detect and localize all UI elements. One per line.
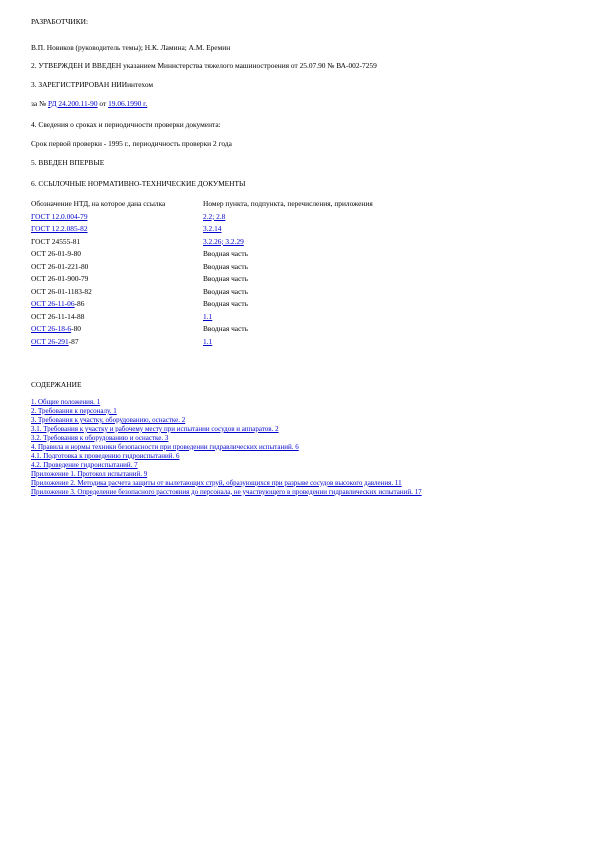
reference-document-cell — [31, 337, 203, 350]
references-table — [31, 199, 433, 349]
developers-list: В.П. Новиков (руководитель темы); Н.К. Ламина; А.М. Еремин — [31, 43, 231, 52]
registration-number-link[interactable]: РД 24.200.11-90 — [47, 99, 98, 108]
reference-clause-link[interactable]: 3.2.26; 3.2.29 — [203, 236, 244, 246]
table-row — [31, 324, 433, 337]
table-row — [31, 212, 433, 225]
toc-link[interactable]: 2. Требования к персоналу. 1 — [31, 406, 117, 415]
reference-clause-link[interactable]: 1.1 — [203, 336, 213, 346]
reference-document-link[interactable]: ОСТ 26-11-06 — [31, 299, 75, 308]
toc-link[interactable]: 4.2. Проведение гидроиспытаний. 7 — [31, 460, 138, 469]
toc-link[interactable]: Приложение 1. Протокол испытаний. 9 — [31, 469, 148, 478]
reference-clause-cell — [203, 212, 433, 225]
header-document: Обозначение НТД, на которое дана ссылка — [31, 199, 166, 208]
header-reference: Номер пункта, подпункта, перечисления, приложения — [203, 199, 373, 208]
toc-link[interactable]: 4.1. Подготовка к проведению гидроиспытаний. 6 — [31, 451, 180, 460]
table-row — [31, 299, 433, 312]
reference-document-suffix: -86 — [74, 299, 85, 308]
table-row — [31, 237, 433, 250]
table-row — [31, 224, 433, 237]
reference-document-text: ОСТ 26-01-221-80 — [31, 261, 89, 271]
toc-link[interactable]: Приложение 2. Методика расчета защиты от вылетающих струй, образующихся при разрыве сосудов высокого давления. 11 — [31, 478, 402, 487]
reference-document-suffix: -87 — [68, 336, 79, 346]
reference-clause-cell — [203, 299, 433, 312]
reference-document-cell — [31, 299, 203, 312]
reference-document-cell — [31, 274, 203, 287]
reference-clause-text: Вводная часть — [203, 324, 248, 333]
reference-clause-cell — [203, 312, 433, 325]
reference-clause-link[interactable]: 2.2; 2.8 — [203, 211, 226, 221]
reference-clause-cell — [203, 224, 433, 237]
references-heading: 6. ССЫЛОЧНЫЕ НОРМАТИВНО-ТЕХНИЧЕСКИЕ ДОКУМЕНТЫ — [31, 179, 246, 188]
references-table-header — [31, 199, 433, 212]
reference-clause-cell — [203, 274, 433, 287]
reference-document-link[interactable]: ОСТ 26-18-6 — [31, 324, 72, 333]
reference-document-cell — [31, 224, 203, 237]
reference-clause-text: Вводная часть — [203, 249, 248, 258]
reference-clause-text: Вводная часть — [203, 286, 248, 296]
reference-document-link[interactable]: ГОСТ 12.0.004-79 — [31, 211, 88, 221]
reference-clause-cell — [203, 324, 433, 337]
reference-clause-link[interactable]: 1.1 — [203, 311, 213, 321]
registration-prefix: за № — [31, 99, 48, 108]
reference-document-cell — [31, 287, 203, 300]
toc-link[interactable]: 3.1. Требования к участку и рабочему месту при испытании сосудов и аппаратов. 2 — [31, 424, 279, 433]
check-info-heading: 4. Сведения о сроках и периодичности проверки документа: — [31, 120, 221, 129]
reference-document-cell — [31, 212, 203, 225]
toc-link[interactable]: Приложение 3. Определение безопасного расстояния до персонала, не участвующего в проведении гидравлических испытаний. 17 — [31, 487, 422, 496]
registration-middle: от — [97, 99, 109, 108]
reference-document-text: ОСТ 26-01-1183-82 — [31, 286, 92, 296]
reference-document-text: ОСТ 26-01-9-80 — [31, 249, 81, 258]
toc-link[interactable]: 3.2. Требования к оборудованию и оснастке. 3 — [31, 433, 169, 442]
reference-clause-cell — [203, 337, 433, 350]
introduced-item: 5. ВВЕДЕН ВПЕРВЫЕ — [31, 158, 105, 167]
registration-item: 3. ЗАРЕГИСТРИРОВАН НИИинтехом — [31, 80, 154, 89]
reference-clause-cell — [203, 262, 433, 275]
toc-heading: СОДЕРЖАНИЕ — [31, 380, 82, 389]
reference-document-cell — [31, 262, 203, 275]
check-info: Срок первой проверки - 1995 г., периодичность проверки 2 года — [31, 139, 232, 148]
reference-clause-cell — [203, 249, 433, 262]
table-row — [31, 312, 433, 325]
toc-link[interactable]: 3. Требования к участку, оборудованию, оснастке. 2 — [31, 415, 186, 424]
reference-clause-text: Вводная часть — [203, 274, 248, 283]
reference-document-text: ОСТ 26-01-900-79 — [31, 274, 89, 283]
table-row — [31, 287, 433, 300]
reference-document-cell — [31, 324, 203, 337]
toc-link[interactable]: 4. Правила и нормы техники безопасности при проведении гидравлических испытаний. 6 — [31, 442, 299, 451]
registration-date-link[interactable]: 19.06.1990 г. — [108, 99, 148, 108]
table-row — [31, 337, 433, 350]
registration-details — [31, 99, 147, 108]
developers-heading: РАЗРАБОТЧИКИ: — [31, 17, 89, 26]
toc-link[interactable]: 1. Общие положения. 1 — [31, 398, 101, 406]
approval-item: 2. УТВЕРЖДЕН И ВВЕДЕН указанием Министерства тяжелого машиностроения от 25.07.90 № ВА-002-7259 — [31, 61, 377, 70]
reference-document-cell — [31, 237, 203, 250]
reference-clause-link[interactable]: 3.2.14 — [203, 224, 222, 233]
table-row — [31, 249, 433, 262]
reference-document-link[interactable]: ОСТ 26-291 — [31, 336, 69, 346]
reference-clause-text: Вводная часть — [203, 261, 248, 271]
table-row — [31, 274, 433, 287]
reference-clause-cell — [203, 287, 433, 300]
reference-document-text: ГОСТ 24555-81 — [31, 236, 81, 246]
reference-document-suffix: -80 — [71, 324, 81, 333]
reference-document-text: ОСТ 26-11-14-88 — [31, 311, 85, 321]
reference-document-link[interactable]: ГОСТ 12.2.085-82 — [31, 224, 88, 233]
reference-document-cell — [31, 312, 203, 325]
toc-list — [31, 398, 422, 496]
reference-clause-cell — [203, 237, 433, 250]
reference-document-cell — [31, 249, 203, 262]
reference-clause-text: Вводная часть — [203, 299, 248, 308]
table-row — [31, 262, 433, 275]
